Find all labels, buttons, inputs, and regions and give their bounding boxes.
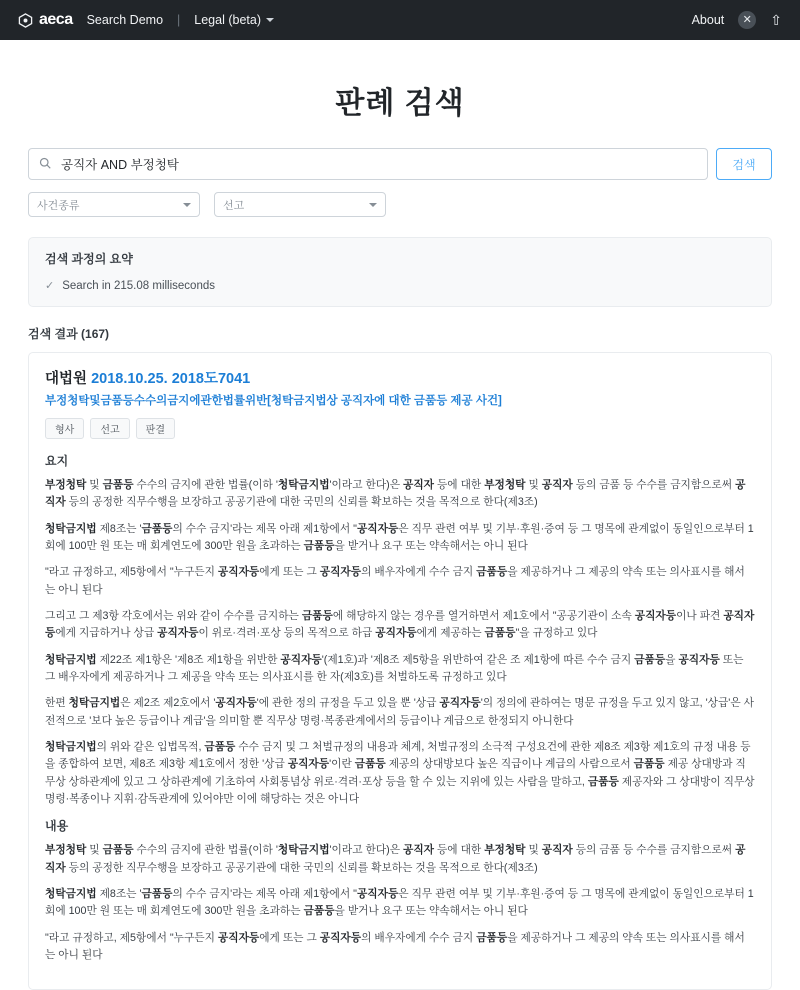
close-circle-icon[interactable]: ✕: [738, 11, 756, 29]
chevron-down-icon: [183, 203, 191, 207]
paragraph: 한편 청탁금지법은 제2조 제2호에서 '공직자등'에 관한 정의 규정을 두고 있을 뿐 '상급 공직자등'의 정의에 관하여는 명문 규정을 두고 있지 않고, '상급'은 사전적으로 '보다 높은 등급이나 계급'을 의미할 뿐 직무상 명령·복종관계에서의 등급이나 계급으로 한정되지 아니한다: [45, 697, 754, 727]
nav-search-demo[interactable]: Search Demo: [86, 13, 164, 27]
declaration-select[interactable]: [214, 192, 386, 217]
search-icon: [39, 157, 51, 171]
case-type-select-value: 사건종류: [37, 199, 80, 212]
page-title: 판례 검색: [335, 87, 465, 120]
paragraph: 부정청탁 및 금품등 수수의 금지에 관한 법률(이하 '청탁금지법'이라고 한다)은 공직자 등에 대한 부정청탁 및 공직자 등의 금품 등 수수를 금지함으로써 공직자 등의 공정한 직무수행을 보장하고 공공기관에 대한 국민의 신뢰를 확보하는 것을 목적으로 한다(제3조): [45, 479, 746, 509]
nav-legal-dropdown[interactable]: [194, 13, 274, 27]
nav-about[interactable]: About: [691, 13, 725, 27]
paragraph: 그리고 그 제3항 각호에서는 위와 같이 수수를 금지하는 금품등에 해당하지 않는 경우를 열거하면서 제1호에서 "공공기관이 소속 공직자등이나 파견 공직자등에게 지급하거나 상급 공직자등이 위로·격려·포상 등의 목적으로 하급 공직자등에게 제공하는 금품등"을 규정하고 있다: [45, 610, 755, 640]
declaration-select-value: 선고: [223, 199, 245, 212]
case-court: 대법원: [45, 371, 88, 387]
tag-item[interactable]: 선고: [90, 418, 129, 439]
paragraph: 청탁금지법 제8조는 '금품등의 수수 금지'라는 제목 아래 제1항에서 "공직자등은 직무 관련 여부 및 기부·후원·증여 등 그 명목에 관계없이 동일인으로부터 1회에 100만 원 또는 매 회계연도에 300만 원을 초과하는 금품등을 받거나 요구 또는 약속해서는 아니 된다: [45, 522, 754, 553]
results-count: 검색 결과 (167): [28, 327, 110, 341]
case-tags: [45, 418, 755, 439]
search-box[interactable]: [28, 148, 708, 180]
summary-item: [45, 279, 755, 292]
hexagon-logo-icon: [18, 13, 33, 28]
chevron-down-icon: [266, 18, 274, 22]
navbar-right-group: [692, 11, 782, 29]
case-subtitle[interactable]: 부정청탁및금품등수수의금지에관한법률위반[청탁금지법상 공직자에 대한 금품등 제공 사건]: [45, 395, 502, 407]
paragraph: 청탁금지법의 위와 같은 입법목적, 금품등 수수 금지 및 그 처벌규정의 내용과 체계, 처벌규정의 소극적 구성요건에 관한 제8조 제3항 제1호의 규정 내용 등을 종합하여 보면, 제8조 제3항 제1호에서 정한 '상급 공직자등'이란 금품등 제공의 상대방보다 높은 직급이나 계급의 사람으로서 금품등 제공 상대방과 직무상 상하관계에 있고 그 상하관계에 기초하여 사회통념상 위로·격려·포상 등을 할 수 있는 지위에 있는 사람을 말하고, 금품등 제공자와 그 상대방이 직무상 명령·복종이나 지휘·감독관계에 있어야만 이에 해당하는 것은 아니다: [45, 741, 755, 806]
summary-item-text: Search in 215.08 milliseconds: [62, 279, 215, 292]
result-card[interactable]: [28, 352, 772, 990]
chevron-down-icon: [369, 203, 377, 207]
filter-row: [28, 192, 772, 217]
top-navbar: [0, 0, 800, 40]
case-number: 2018도7041: [171, 371, 251, 387]
paragraph: 청탁금지법 제8조는 '금품등의 수수 금지'라는 제목 아래 제1항에서 "공직자등은 직무 관련 여부 및 기부·후원·증여 등 그 명목에 관계없이 동일인으로부터 1회에 100만 원 또는 매 회계연도에 300만 원을 초과하는 금품등을 받거나 요구 또는 약속해서는 아니 된다: [45, 888, 754, 918]
search-button[interactable]: 검색: [716, 148, 772, 180]
case-heading[interactable]: [45, 367, 755, 388]
page-body: [0, 78, 800, 990]
brand-logo-link[interactable]: [18, 11, 73, 29]
paragraph: 청탁금지법 제22조 제1항은 '제8조 제1항을 위반한 공직자등'(제1호)과 '제8조 제5항을 위반하여 같은 조 제1항에 따른 수수 금지 금품등을 공직자등 또는 그 배우자에게 제공하거나 그 제공을 약속 또는 의사표시를 한 자(제3호)를 처벌하도록 규정하고 있다: [45, 653, 744, 684]
share-upload-icon[interactable]: ⇧: [770, 12, 782, 28]
search-summary-panel: [28, 237, 772, 307]
nav-legal-label: Legal (beta): [194, 13, 261, 27]
search-input[interactable]: [59, 156, 697, 172]
paragraph: "라고 규정하고, 제5항에서 "누구든지 공직자등에게 또는 그 공직자등의 배우자에게 수수 금지 금품등을 제공하거나 그 제공의 약속 또는 의사표시를 해서는 아니 된다: [45, 931, 745, 961]
section-title-summary: 요지: [45, 454, 69, 469]
nav-separator: |: [177, 13, 181, 27]
check-icon: ✓: [45, 280, 55, 292]
case-type-select[interactable]: [28, 192, 200, 217]
tag-item[interactable]: 판결: [136, 418, 175, 439]
case-date: 2018.10.25.: [91, 371, 168, 387]
search-row: [28, 148, 772, 180]
tag-item[interactable]: 형사: [45, 418, 84, 439]
paragraph: 부정청탁 및 금품등 수수의 금지에 관한 법률(이하 '청탁금지법'이라고 한다)은 공직자 등에 대한 부정청탁 및 공직자 등의 금품 등 수수를 금지함으로써 공직자 등의 공정한 직무수행을 보장하고 공공기관에 대한 국민의 신뢰를 확보하는 것을 목적으로 한다(제3조): [45, 844, 746, 874]
brand-name: aeca: [39, 11, 73, 28]
paragraph: "라고 규정하고, 제5항에서 "누구든지 공직자등에게 또는 그 공직자등의 배우자에게 수수 금지 금품등을 제공하거나 그 제공의 약속 또는 의사표시를 해서는 아니 된다: [45, 566, 745, 596]
summary-title: 검색 과정의 요약: [45, 252, 133, 266]
section-title-content: 내용: [45, 819, 69, 834]
